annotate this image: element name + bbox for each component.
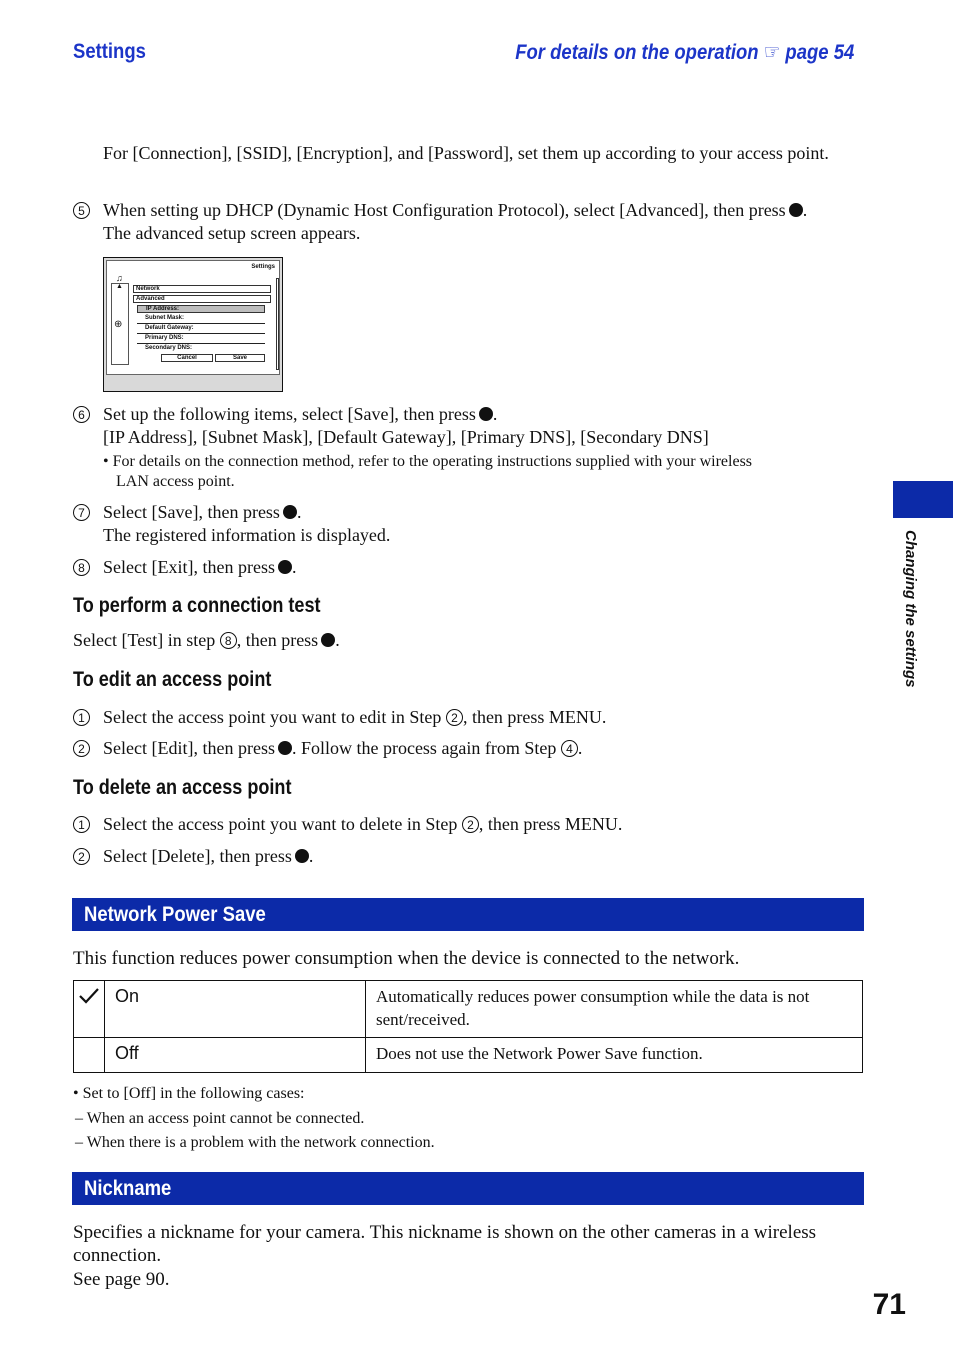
step-text: Set up the following items, select [Save], then press (103, 404, 476, 424)
step-number: 6 (73, 406, 90, 423)
network-row: Network (133, 285, 271, 293)
center-button-icon (278, 741, 292, 755)
subnet-mask-field[interactable]: Subnet Mask: (145, 315, 185, 321)
music-note-icon: ♫ (116, 273, 123, 283)
advanced-row: Advanced (133, 295, 271, 303)
screen-title: Settings (251, 264, 275, 270)
chapter-tab (893, 481, 953, 518)
globe-icon: ⊕ (114, 319, 123, 330)
step-number: 8 (73, 559, 90, 576)
option-label: Off (105, 1038, 366, 1073)
default-gateway-field[interactable]: Default Gateway: (145, 325, 194, 331)
step-text-line2: The advanced setup screen appears. (103, 223, 361, 243)
advanced-setup-screenshot (103, 257, 283, 392)
side-icon-panel (111, 283, 129, 365)
center-button-icon (283, 505, 297, 519)
step-text: Select [Exit], then press (103, 557, 275, 577)
step-ref: 2 (462, 816, 479, 833)
secondary-dns-field[interactable]: Secondary DNS: (145, 345, 193, 351)
center-button-icon (789, 203, 803, 217)
power-save-description: This function reduces power consumption when the device is connected to the network. (73, 948, 740, 969)
scrollbar[interactable] (276, 278, 279, 370)
center-button-icon (295, 849, 309, 863)
details-reference (515, 40, 854, 65)
option-desc: Does not use the Network Power Save function. (366, 1038, 863, 1073)
step-ref: 4 (561, 740, 578, 757)
save-button[interactable]: Save (215, 354, 265, 362)
step-ref: 2 (446, 709, 463, 726)
step-text-line2: The registered information is displayed. (103, 525, 391, 545)
delete-heading: To delete an access point (73, 776, 292, 799)
chapter-label: Changing the settings (902, 530, 919, 688)
nickname-see-page[interactable]: See page 90. (73, 1269, 170, 1290)
section-title: Settings (73, 40, 146, 63)
power-save-notes: • Set to [Off] in the following cases: – When an access point cannot be connected. – When there is a problem with the network connection. (73, 1085, 435, 1151)
center-button-icon (321, 633, 335, 647)
power-save-options-table (73, 980, 863, 1073)
page-number: 71 (872, 1288, 906, 1321)
center-button-icon (479, 407, 493, 421)
connection-test-heading: To perform a connection test (73, 594, 321, 617)
option-row-off (74, 1038, 863, 1073)
step-ref: 8 (220, 632, 237, 649)
step-text: When setting up DHCP (Dynamic Host Configuration Protocol), select [Advanced], then press (103, 200, 786, 220)
center-button-icon (278, 560, 292, 574)
details-page-link[interactable]: page 54 (785, 41, 854, 64)
nickname-description: Specifies a nickname for your camera. This nickname is shown on the other cameras in a wireless connection. (73, 1222, 817, 1266)
edit-heading: To edit an access point (73, 668, 272, 691)
option-row-on (74, 981, 863, 1038)
cancel-button[interactable]: Cancel (161, 354, 213, 362)
connection-test-text: Select [Test] in step 8 , then press . (73, 630, 340, 650)
up-arrow-icon: ▲ (116, 283, 123, 290)
primary-dns-field[interactable]: Primary DNS: (145, 335, 184, 341)
step-text: Select [Save], then press (103, 502, 280, 522)
option-label: On (105, 981, 366, 1038)
step6-note: • For details on the connection method, refer to the operating instructions supplied with your wireless LAN access point. (103, 453, 753, 490)
step-number: 7 (73, 504, 90, 521)
intro-text: For [Connection], [SSID], [Encryption], and [Password], set them up according to your access point. (103, 143, 829, 163)
ip-address-row-selected[interactable]: IP Address: (137, 305, 265, 313)
default-check-icon (74, 981, 105, 1038)
pointing-hand-icon: ☞ (763, 41, 781, 64)
step-number: 5 (73, 202, 90, 219)
details-prefix: For details on the operation (514, 41, 759, 64)
step-text-line2: [IP Address], [Subnet Mask], [Default Gateway], [Primary DNS], [Secondary DNS] (103, 427, 709, 447)
nickname-bar: Nickname (72, 1172, 864, 1205)
option-desc: Automatically reduces power consumption while the data is not sent/received. (366, 981, 863, 1038)
network-power-save-bar: Network Power Save (72, 898, 864, 931)
